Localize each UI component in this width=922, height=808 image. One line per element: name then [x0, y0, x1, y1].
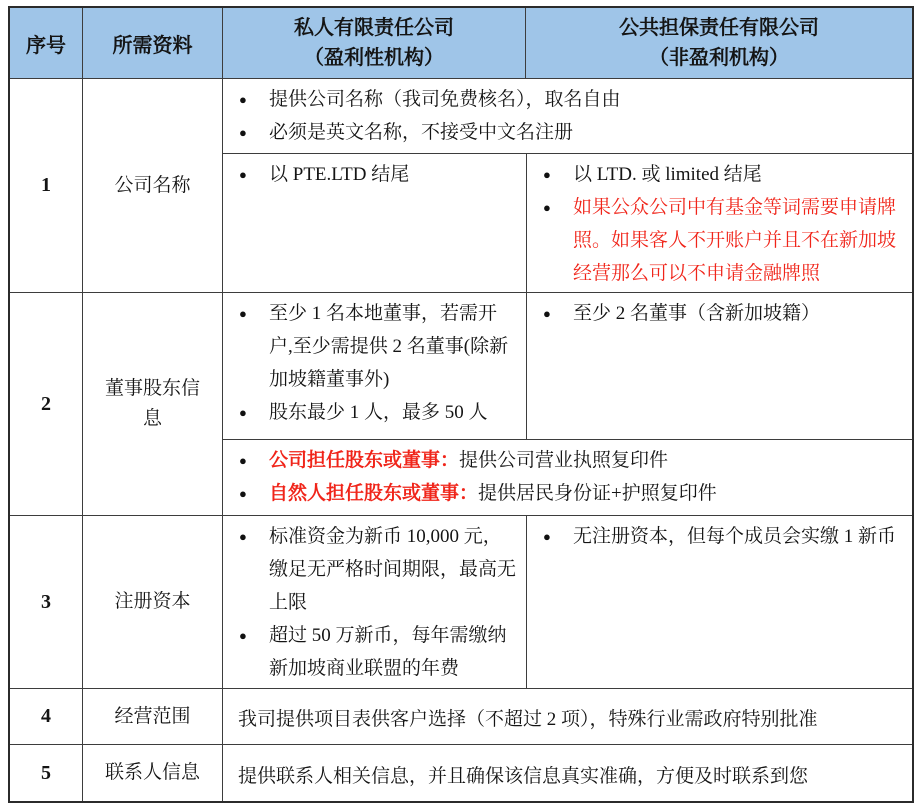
- bullet-text: 股东最少 1 人，最多 50 人: [269, 402, 488, 423]
- bullet-text: 必须是英文名称，不接受中文名注册: [269, 122, 574, 143]
- bullet-text: 至少 1 名本地董事，若需开户,至少需提供 2 名董事(除新加坡籍董事外): [269, 303, 509, 390]
- bullet-lead-label: 公司担任股东或董事：: [269, 450, 460, 471]
- bullet-text-warning: 如果公众公司中有基金等词需要申请牌照。如果客人不开账户并且不在新加坡经营那么可以不申请金融牌照: [573, 197, 897, 284]
- bullet-item: [239, 158, 516, 191]
- bullet-icon: ●: [239, 306, 247, 321]
- bullet-item: [239, 444, 902, 477]
- row-content: [222, 516, 912, 688]
- row-content: [222, 689, 912, 744]
- bullet-text: 标准资金为新币 10,000 元，缴足无严格时间期限，最高无上限: [269, 526, 517, 613]
- row-content: [222, 79, 912, 292]
- bullet-item: [543, 191, 902, 290]
- private-company-cell: [223, 154, 526, 292]
- bullet-item: [239, 396, 516, 429]
- header-cell-materials: 所需资料: [82, 8, 222, 78]
- public-company-cell: [526, 293, 912, 439]
- row-label: 公司名称: [82, 79, 222, 292]
- merged-cell-text: 提供联系人相关信息，并且确保该信息真实准确，方便及时联系到您: [238, 765, 809, 787]
- header-cell-public-company: [525, 8, 912, 78]
- row4-merged-section: [223, 689, 912, 744]
- header-private-line2: （盈利性机构）: [304, 47, 444, 69]
- bullet-text: 超过 50 万新币，每年需缴纳新加坡商业联盟的年费: [269, 625, 507, 679]
- row2-shared-section: [223, 439, 912, 515]
- row-label: 董事股东信息: [82, 293, 222, 515]
- row-number: 5: [41, 761, 51, 784]
- bullet-item: [239, 116, 902, 149]
- bullet-text: [269, 444, 902, 477]
- bullet-icon: ●: [543, 167, 551, 182]
- row-number: 3: [41, 590, 51, 613]
- bullet-icon: ●: [543, 529, 551, 544]
- header-public-line2: （非盈利机构）: [649, 47, 789, 69]
- bullet-rest-text: 提供居民身份证+护照复印件: [478, 483, 717, 504]
- bullet-icon: ●: [239, 167, 247, 182]
- merged-cell: [223, 440, 912, 515]
- row-number: 1: [41, 174, 51, 196]
- bullet-text: 以 PTE.LTD 结尾: [269, 164, 410, 185]
- bullet-item: [239, 297, 516, 396]
- table-header-row: [10, 8, 912, 78]
- row-number: 4: [41, 705, 51, 727]
- bullet-lead-label: 自然人担任股东或董事：: [269, 483, 479, 504]
- bullet-text: 至少 2 名董事（含新加坡籍）: [573, 303, 821, 324]
- row-content: [222, 745, 912, 801]
- row3-split-section: [223, 516, 912, 688]
- merged-cell-text: 我司提供项目表供客户选择（不超过 2 项），特殊行业需政府特别批准: [238, 709, 818, 730]
- bullet-icon: ●: [239, 486, 247, 501]
- row-label: 联系人信息: [82, 745, 222, 801]
- table-row-registered-capital: [10, 515, 912, 688]
- header-private-line1: 私人有限责任公司: [294, 17, 454, 39]
- bullet-icon: ●: [239, 405, 247, 420]
- private-company-cell: [223, 293, 526, 439]
- bullet-text: 以 LTD. 或 limited 结尾: [573, 164, 762, 185]
- bullet-icon: ●: [239, 92, 247, 107]
- bullet-text: 无注册资本，但每个成员会实缴 1 新币: [573, 526, 897, 547]
- row-label: 注册资本: [82, 516, 222, 688]
- merged-cell: [223, 79, 912, 153]
- bullet-item: [239, 619, 516, 685]
- row-content: [222, 293, 912, 515]
- bullet-text: 提供公司名称（我司免费核名），取名自由: [269, 89, 621, 110]
- bullet-text: [269, 477, 902, 510]
- table-row-company-name: [10, 78, 912, 292]
- bullet-rest-text: 提供公司营业执照复印件: [459, 450, 669, 471]
- company-requirements-table: [8, 6, 914, 803]
- row1-split-section: [223, 153, 912, 292]
- header-public-line1: 公共担保责任有限公司: [619, 17, 819, 39]
- row-label: 经营范围: [82, 689, 222, 744]
- table-row-contact-info: [10, 744, 912, 801]
- bullet-icon: ●: [239, 453, 247, 468]
- row5-merged-section: [223, 745, 912, 801]
- row2-split-section: [223, 293, 912, 439]
- bullet-icon: ●: [239, 125, 247, 140]
- bullet-item: [239, 520, 516, 619]
- bullet-item: [239, 477, 902, 510]
- row-number: 2: [41, 392, 51, 415]
- bullet-item: [239, 83, 902, 116]
- table-row-directors-shareholders: [10, 292, 912, 515]
- bullet-item: [543, 520, 902, 553]
- header-cell-private-company: [222, 8, 525, 78]
- header-cell-no: 序号: [26, 34, 66, 57]
- public-company-cell: [526, 154, 912, 292]
- bullet-icon: ●: [239, 529, 247, 544]
- bullet-item: [543, 297, 902, 330]
- public-company-cell: [526, 516, 912, 688]
- bullet-icon: ●: [239, 628, 247, 643]
- bullet-icon: ●: [543, 306, 551, 321]
- table-row-business-scope: [10, 688, 912, 744]
- private-company-cell: [223, 516, 526, 688]
- row1-shared-section: [223, 79, 912, 153]
- bullet-icon: ●: [543, 200, 551, 215]
- bullet-item: [543, 158, 902, 191]
